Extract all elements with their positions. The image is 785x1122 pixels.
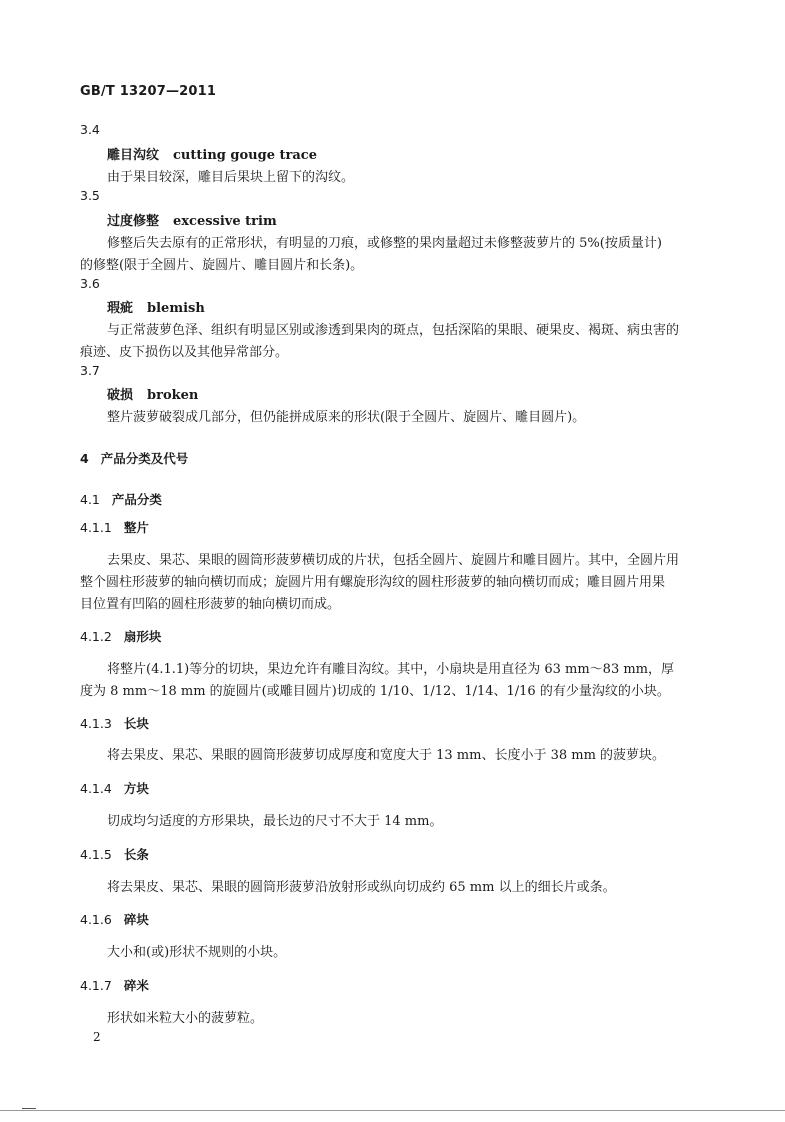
paragraph-line: 大小和(或)形状不规则的小块。	[107, 945, 287, 960]
section-number: 4.1.7	[80, 978, 112, 993]
term-heading	[107, 384, 198, 403]
definition-text: 修整后失去原有的正常形状，有明显的刀痕，或修整的果肉量超过未修整菠萝片的 5%(按质量计)	[107, 236, 662, 251]
definition-text: 与正常菠萝色泽、组织有明显区别或渗透到果肉的斑点，包括深陷的果眼、硬果皮、褐斑、病虫害的	[107, 323, 680, 338]
section-title: 碎米	[123, 978, 149, 993]
section-number: 4.1.3	[80, 716, 112, 731]
paragraph-line: 切成均匀适度的方形果块，最长边的尺寸不大于 14 mm。	[107, 814, 443, 829]
section-heading	[80, 449, 188, 467]
section-title: 整片	[123, 520, 149, 535]
page-number: 2	[93, 1030, 101, 1044]
section-heading	[80, 976, 149, 994]
section-heading	[80, 714, 149, 732]
section-heading	[80, 779, 149, 797]
clause-number: 3.4	[80, 122, 100, 137]
term-english: broken	[147, 388, 199, 403]
document-header: GB/T 13207—2011	[80, 84, 217, 99]
section-number: 4.1.2	[80, 629, 112, 644]
definition-text: 由于果目较深，雕目后果块上留下的沟纹。	[107, 170, 355, 185]
scan-edge-mark	[22, 1108, 36, 1109]
term-chinese: 过度修整	[107, 214, 160, 229]
clause-number: 3.7	[80, 363, 100, 378]
term-heading	[107, 144, 317, 163]
section-heading	[80, 845, 149, 863]
term-heading	[107, 210, 277, 229]
section-number: 4.1.5	[80, 847, 112, 862]
paragraph-line: 目位置有凹陷的圆柱形菠萝的轴向横切而成。	[80, 597, 341, 612]
definition-text: 痕迹、皮下损伤以及其他异常部分。	[80, 345, 289, 360]
definition-text: 的修整(限于全圆片、旋圆片、雕目圆片和长条)。	[80, 258, 364, 273]
section-number: 4.1.1	[80, 520, 112, 535]
section-heading	[80, 910, 149, 928]
section-title: 扇形块	[123, 629, 162, 644]
term-english: excessive trim	[173, 214, 277, 229]
section-heading	[80, 627, 161, 645]
section-number: 4	[80, 451, 89, 466]
clause-number: 3.6	[80, 276, 100, 291]
scan-edge-line	[0, 1110, 785, 1111]
section-heading	[80, 518, 149, 536]
paragraph-line: 去果皮、果芯、果眼的圆筒形菠萝横切成的片状，包括全圆片、旋圆片和雕目圆片。其中，全圆片用	[107, 553, 680, 568]
paragraph-line: 度为 8 mm～18 mm 的旋圆片(或雕目圆片)切成的 1/10、1/12、1/14、1/16 的有少量沟纹的小块。	[80, 684, 670, 699]
section-title: 长块	[123, 716, 149, 731]
section-number: 4.1	[80, 492, 100, 507]
term-chinese: 破损	[107, 388, 134, 403]
section-number: 4.1.4	[80, 781, 112, 796]
paragraph-line: 将去果皮、果芯、果眼的圆筒形菠萝切成厚度和宽度大于 13 mm、长度小于 38 mm 的菠萝块。	[107, 748, 666, 763]
section-title: 产品分类	[111, 492, 162, 507]
section-title: 碎块	[123, 912, 149, 927]
paragraph-line: 形状如米粒大小的菠萝粒。	[107, 1011, 264, 1026]
term-heading	[107, 297, 205, 316]
definition-text: 整片菠萝破裂成几部分，但仍能拼成原来的形状(限于全圆片、旋圆片、雕目圆片)。	[107, 410, 586, 425]
clause-number: 3.5	[80, 188, 100, 203]
term-english: blemish	[147, 301, 205, 316]
term-english: cutting gouge trace	[173, 148, 317, 163]
section-title: 产品分类及代号	[100, 451, 189, 466]
section-number: 4.1.6	[80, 912, 112, 927]
paragraph-line: 整个圆柱形菠萝的轴向横切而成；旋圆片用有螺旋形沟纹的圆柱形菠萝的轴向横切而成；雕目圆片用果	[80, 575, 666, 590]
paragraph-line: 将去果皮、果芯、果眼的圆筒形菠萝沿放射形或纵向切成约 65 mm 以上的细长片或条。	[107, 880, 616, 895]
section-title: 长条	[123, 847, 149, 862]
section-title: 方块	[123, 781, 149, 796]
paragraph-line: 将整片(4.1.1)等分的切块，果边允许有雕目沟纹。其中，小扇块是用直径为 63 mm～83 mm，厚	[107, 662, 675, 677]
term-chinese: 雕目沟纹	[107, 148, 160, 163]
term-chinese: 瑕疵	[107, 301, 134, 316]
section-heading	[80, 490, 162, 508]
